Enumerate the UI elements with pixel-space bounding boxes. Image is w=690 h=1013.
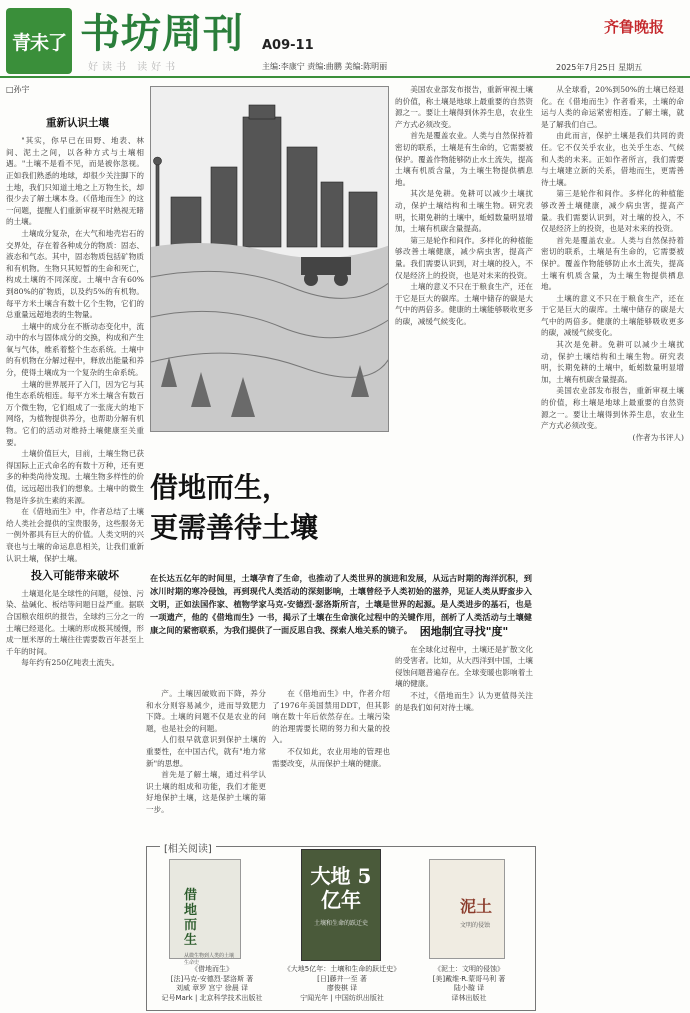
title-line: 借地而生， [150, 471, 291, 504]
paragraph: 首先是覆盖农业。人类与自然保持着密切的联系，土壤是有生命的，它需要被保护。覆盖作物能够防止水土流失，提高土壤有机质含量，为土壤生物提供栖息地。 [395, 131, 533, 187]
book-cover-subtitle: 文明的侵蚀 [460, 922, 491, 929]
book-caption [272, 965, 412, 1003]
paragraph: 土壤的世界展开了入门，因为它与其他生态系统相连。每平方米土壤含有数百万个微生物，它们组成了一张庞大的地下网络，为植物提供养分，也帮助分解有机物。它们的活动对维持土壤健康至关重要。 [6, 379, 144, 447]
column-lower-a [146, 688, 266, 836]
staff-credits: 主编:李康宁 责编:曲鹏 美编:陈明丽 [262, 62, 388, 71]
paragraph: 在《借地而生》中，作者总结了土壤给人类社会提供的宝贵服务，这些服务无一例外都具有巨大的价值。人类文明的兴衰也与土壤的命运息息相关，让我们重新认识土壤，保护土壤。 [6, 507, 144, 563]
paragraph: 人们很早就意识到保护土壤的重要性，在中国古代，就有"地力常新"的思想。 [146, 735, 266, 768]
paragraph: 首先是覆盖农业。人类与自然保持着密切的联系，土壤是有生命的，它需要被保护。覆盖作物能够防止水土流失，提高土壤有机质含量，为土壤生物提供栖息地。 [541, 235, 684, 292]
paragraph: 土壤退化是全球性的问题，侵蚀、污染、盐碱化、板结等问题日益严重。据联合国粮农组织的报告，全球约三分之一的土壤已经退化。土壤的形成极其缓慢，形成一厘米厚的土壤往往需要数百年甚至上千年的时间。 [6, 588, 144, 656]
newspaper-logo: 齐鲁晚报 [604, 18, 665, 36]
paragraph: 土壤的意义不只在于粮食生产，还在于它是巨大的碳库。土壤中储存的碳是大气中的两倍多。健康的土壤能够吸收更多的碳，减缓气候变化。 [541, 293, 684, 338]
section-logo: 青未了 [6, 8, 72, 74]
author-note: (作者为书评人) [632, 432, 684, 442]
article-title [150, 468, 382, 548]
page-number: A09-11 [262, 38, 314, 53]
book-cover-subtitle: 土壤和生命的跃迁史 [313, 920, 368, 927]
book-cover-title: 泥土 [460, 897, 493, 916]
paragraph: 其次是免耕。免耕可以减少土壤扰动，保护土壤结构和土壤生物。研究表明，长期免耕的土壤中，蚯蚓数量明显增加，土壤有机碳含量提高。 [395, 189, 533, 234]
column-lower-b [272, 688, 390, 836]
paragraph: 首先是了解土壤，通过科学认识土壤的组成和功能，我们才能更好地保护土壤，这是保护土壤的第一步。 [146, 770, 266, 814]
book-cover-title: 大地 5亿年 [310, 864, 372, 912]
section-subheading: 困地制宜寻找"度" [419, 625, 509, 638]
book-publisher: 译林出版社 [451, 993, 487, 1002]
paragraph: 土壤价值巨大，目前，土壤生物已获得国际上正式命名的有数十万种，还有更多的种类尚待发现。土壤生物多样性的价值，远远超出我们的想象。土壤中的微生物是许多抗生素的来源。 [6, 449, 144, 505]
section-title: 书坊周刊 [80, 11, 244, 57]
city-illustration [150, 86, 389, 432]
paragraph: 不仅如此，农业用地的管理也需要改变，从而保护土壤的健康。 [272, 746, 390, 768]
paragraph: 在《借地而生》中，作者介绍了1976年美国禁用DDT，但其影响在数十年后依然存在。土壤污染的治理需要长期的努力和大量的投入。 [272, 689, 390, 745]
paragraph: "其实，你早已在田野、地表、林间、泥土之间，以各种方式与土壤相遇。"土壤不是看不见，而是被你忽视。正如我们熟悉的地球，却很少关注脚下的土地，我们只知道土地之上万物生长，却很少去了解土壤本身。(《借地而生》的这一问题，提醒人们重新审视平时熟视无睹的土壤。 [6, 136, 144, 227]
book-title: 《泥土：文明的侵蚀》 [434, 965, 504, 973]
column-right [541, 84, 684, 1008]
paragraph: 从全球看，20%到50%的土壤已经退化。在《借地而生》作者看来，土壤的命运与人类的命运紧密相连。了解土壤，就是了解我们自己。 [541, 85, 684, 129]
book-author: [法]马克-安德烈·瑟洛斯 著 [170, 974, 254, 983]
paragraph: 每年约有250亿吨表土流失。 [21, 658, 120, 668]
book-publisher: 记号Mark | 北京科学技术出版社 [161, 993, 263, 1002]
book-translator: 陆小璇 译 [453, 984, 485, 992]
byline: □孙宇 [6, 85, 30, 94]
column-middle [395, 84, 533, 614]
paragraph: 产。土壤因破败而下降，养分和水分则容易减少，进而导致肥力下降。土壤的问题不仅是农业的问题，也是社会的问题。 [146, 689, 266, 733]
book-title: 《借地而生》 [191, 965, 233, 973]
related-reading-box [146, 846, 536, 1011]
book-caption [409, 965, 529, 1003]
book-caption [147, 965, 277, 1003]
slogan: 好读书 读好书 [88, 62, 180, 73]
section-heading: 重新认识土壤 [46, 116, 109, 129]
book-cover [169, 859, 241, 966]
book-author: [美]戴维·R.蒙哥马利 著 [432, 974, 506, 983]
book-publisher: 宁闻光年 | 中国纺织出版社 [300, 993, 384, 1002]
paragraph: 由此而言，保护土壤是我们共同的责任。它不仅关乎农业，也关乎生态、气候和人类的未来。正如作者所言，我们需要与土壤建立新的关系，借地而生，更需善待土壤。 [541, 131, 684, 187]
book-author: [日]藤井一至 著 [317, 974, 367, 983]
book-cover [301, 849, 381, 961]
paragraph: 在全球化过程中，土壤还是扩散文化的受害者。比如，从大西洋到中国，土壤侵蚀问题普遍存在。全球变暖也影响着土壤的健康。 [395, 644, 533, 689]
paragraph: 美国农业部发布报告，重新审视土壤的价值，称土壤是地球上最重要的自然资源之一。要让土壤得到休养生息，农业生产方式必须改变。 [541, 386, 684, 431]
article-lead: 在长达五亿年的时间里，土壤孕育了生命，也推动了人类世界的演进和发展，从远古时期的海洋沉积，到冰川时期的寒冷侵蚀，再到现代人类活动的深刻影响，土壤曾经予人类初始的滋养，见证人类从野蛮步入文明，正如法国作家、植物学家马克-安德烈·瑟洛斯所言，土壤是世界的起源。是人类进步的基石，也是一项遗产，他的《借地而生》一书，揭示了土壤在生命演化过程中的关键作用，剖析了人类活动与土壤健康之间的紧密联系，为我们提供了一面反思自我、探索人地关系的镜子。 [150, 573, 532, 635]
header-rule [0, 76, 690, 78]
paragraph: 其次是免耕。免耕可以减少土壤扰动，保护土壤结构和土壤生物。研究表明，长期免耕的土壤中，蚯蚓数量明显增加，土壤有机碳含量提高。 [541, 340, 684, 384]
book-translator: 廖俊棋 译 [326, 984, 358, 992]
paragraph: 第三是轮作和间作。多样化的种植能够改善土壤健康，减少病虫害，提高产量。我们需要认识到，对土壤的投入，不仅是经济上的投资，也是对未来的投资。 [541, 189, 684, 234]
column-left [6, 84, 144, 1008]
paragraph: 不过，《借地而生》认为更值得关注的是我们如何对待土壤。 [395, 690, 533, 712]
book-title: 《大地5亿年：土壤和生命的跃迁史》 [283, 965, 401, 973]
paragraph: 土壤的意义不只在于粮食生产，还在于它是巨大的碳库。土壤中储存的碳是大气中的两倍多。健康的土壤能够吸收更多的碳，减缓气候变化。 [395, 282, 533, 326]
book-cover-subtitle: 从微生物到人类的土壤生命史 [184, 953, 235, 966]
paragraph: 美国农业部发布报告，重新审视土壤的价值，称土壤是地球上最重要的自然资源之一。要让土壤得到休养生息，农业生产方式必须改变。 [395, 85, 533, 129]
section-subheading: 投入可能带来破坏 [31, 569, 119, 583]
paragraph: 第三是轮作和间作。多样化的种植能够改善土壤健康，减少病虫害，提高产量。我们需要认识到，对土壤的投入，不仅是经济上的投资，也是对未来的投资。 [395, 235, 533, 280]
title-line: 更需善待土壤 [150, 511, 319, 544]
paragraph: 土壤成分复杂，在大气和地壳岩石的交界处，存在着各种成分的物质：固态、液态和气态。其中，固态物质包括矿物质和有机物。生物只其短暂的生命和死亡，构成土壤的不同深度。土壤中含有60%到80%的矿物质，以及约5%的有机物。每平方米土壤含有数十亿个生物，它们的总重量远超地表的生物量。 [6, 228, 144, 320]
related-reading-label: [相关阅读] [160, 840, 216, 855]
issue-date: 2025年7月25日 星期五 [556, 63, 643, 72]
column-center-lower [395, 620, 533, 835]
book-cover [429, 859, 505, 959]
paragraph: 土壤中的成分在不断动态变化中，流动中的水与固体成分的交换，构成和产生氧与气体，维系着整个生态系统。土壤中的有机物在分解过程中，释放出能量和养分，使得土壤成为一个复杂的生命系统。 [6, 321, 144, 378]
book-cover-title: 借地而生 [184, 888, 198, 948]
book-translator: 刘威 章罗 宫宁 徐晨 译 [176, 984, 248, 992]
